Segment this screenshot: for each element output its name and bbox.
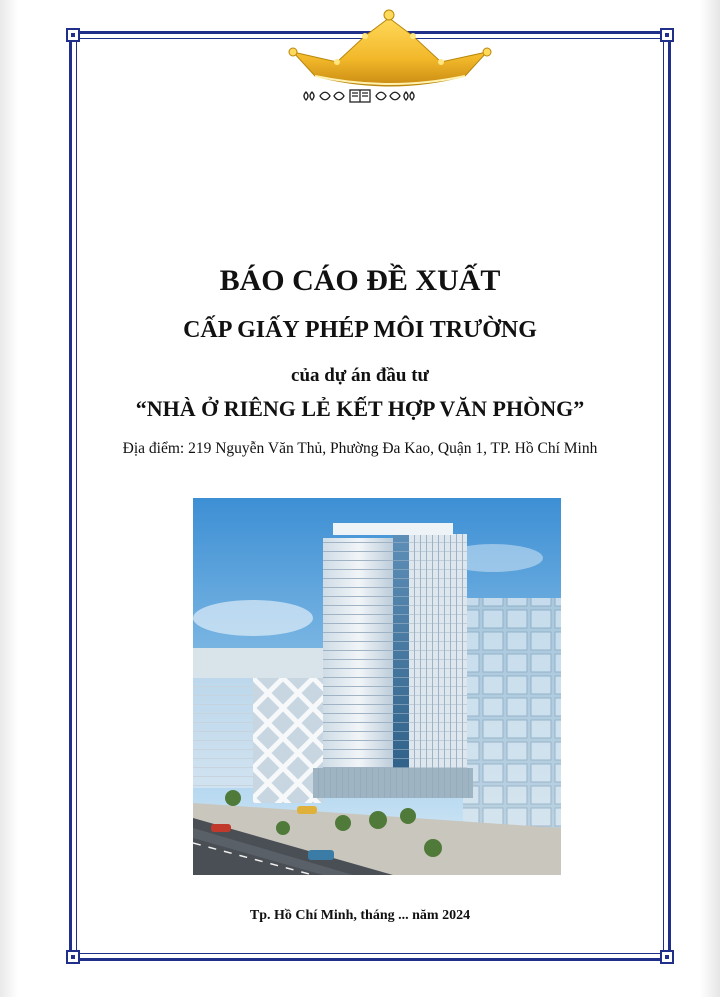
report-title: BÁO CÁO ĐỀ XUẤT bbox=[219, 264, 501, 297]
place-and-date: Tp. Hồ Chí Minh, tháng ... năm 2024 bbox=[249, 908, 471, 923]
border-corner-top-left bbox=[66, 28, 80, 42]
border-corner-bottom-right bbox=[660, 950, 674, 964]
report-subtitle: CẤP GIẤY PHÉP MÔI TRƯỜNG bbox=[183, 317, 537, 343]
border-corner-top-right bbox=[660, 28, 674, 42]
crown-icon bbox=[285, 6, 495, 96]
border-corner-bottom-left bbox=[66, 950, 80, 964]
project-intro: của dự án đầu tư bbox=[291, 365, 429, 386]
project-name: “NHÀ Ở RIÊNG LẺ KẾT HỢP VĂN PHÒNG” bbox=[135, 396, 585, 421]
building-rendering-image bbox=[193, 498, 561, 875]
project-location: Địa điểm: 219 Nguyễn Văn Thủ, Phường Đa Kao, Quận 1, TP. Hồ Chí Minh bbox=[122, 440, 598, 457]
